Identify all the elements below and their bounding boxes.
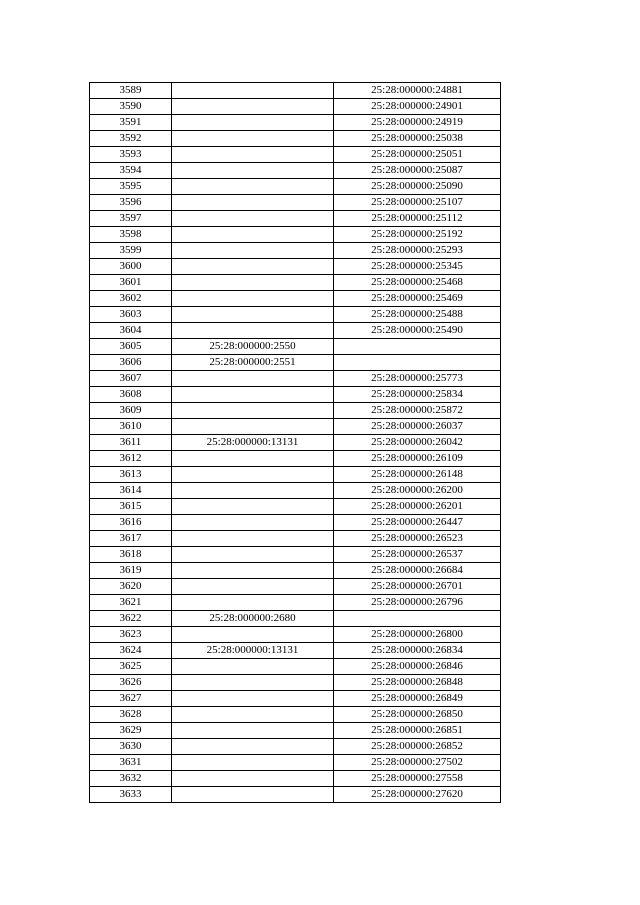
table-row <box>90 307 501 323</box>
table-row <box>90 243 501 259</box>
table-row <box>90 451 501 467</box>
table-row <box>90 83 501 99</box>
table-row <box>90 259 501 275</box>
row-number-cell: 3592 <box>90 131 172 147</box>
previous-number-cell <box>172 707 334 723</box>
table-row <box>90 643 501 659</box>
previous-number-cell <box>172 99 334 115</box>
row-number-cell: 3628 <box>90 707 172 723</box>
row-number-cell: 3600 <box>90 259 172 275</box>
cadastral-number-cell: 25:28:000000:25834 <box>334 387 501 403</box>
previous-number-cell <box>172 547 334 563</box>
cadastral-number-cell: 25:28:000000:24901 <box>334 99 501 115</box>
previous-number-cell <box>172 563 334 579</box>
row-number-cell: 3598 <box>90 227 172 243</box>
table-row <box>90 675 501 691</box>
row-number-cell: 3622 <box>90 611 172 627</box>
table-row <box>90 403 501 419</box>
row-number-cell: 3595 <box>90 179 172 195</box>
previous-number-cell <box>172 291 334 307</box>
table-row <box>90 547 501 563</box>
cadastral-number-cell: 25:28:000000:24919 <box>334 115 501 131</box>
previous-number-cell <box>172 227 334 243</box>
row-number-cell: 3609 <box>90 403 172 419</box>
table-row <box>90 627 501 643</box>
table-row <box>90 355 501 371</box>
previous-number-cell <box>172 787 334 803</box>
table-row <box>90 115 501 131</box>
cadastral-number-cell: 25:28:000000:26537 <box>334 547 501 563</box>
table-row <box>90 499 501 515</box>
table-body <box>90 83 501 803</box>
previous-number-cell: 25:28:000000:13131 <box>172 643 334 659</box>
previous-number-cell <box>172 499 334 515</box>
table-row <box>90 419 501 435</box>
previous-number-cell: 25:28:000000:2680 <box>172 611 334 627</box>
row-number-cell: 3604 <box>90 323 172 339</box>
previous-number-cell <box>172 179 334 195</box>
cadastral-number-cell: 25:28:000000:26201 <box>334 499 501 515</box>
cadastral-number-cell: 25:28:000000:26042 <box>334 435 501 451</box>
cadastral-number-cell: 25:28:000000:25293 <box>334 243 501 259</box>
row-number-cell: 3603 <box>90 307 172 323</box>
cadastral-number-cell: 25:28:000000:25345 <box>334 259 501 275</box>
cadastral-number-cell: 25:28:000000:26109 <box>334 451 501 467</box>
row-number-cell: 3607 <box>90 371 172 387</box>
table-row <box>90 211 501 227</box>
row-number-cell: 3621 <box>90 595 172 611</box>
previous-number-cell <box>172 723 334 739</box>
row-number-cell: 3626 <box>90 675 172 691</box>
row-number-cell: 3601 <box>90 275 172 291</box>
table-row <box>90 611 501 627</box>
previous-number-cell <box>172 579 334 595</box>
table-row <box>90 563 501 579</box>
previous-number-cell <box>172 211 334 227</box>
row-number-cell: 3611 <box>90 435 172 451</box>
row-number-cell: 3618 <box>90 547 172 563</box>
cadastral-number-cell <box>334 355 501 371</box>
row-number-cell: 3596 <box>90 195 172 211</box>
previous-number-cell <box>172 483 334 499</box>
cadastral-number-cell: 25:28:000000:25051 <box>334 147 501 163</box>
cadastral-number-cell: 25:28:000000:26796 <box>334 595 501 611</box>
row-number-cell: 3632 <box>90 771 172 787</box>
cadastral-number-cell: 25:28:000000:25038 <box>334 131 501 147</box>
table-row <box>90 739 501 755</box>
cadastral-number-cell: 25:28:000000:26850 <box>334 707 501 723</box>
cadastral-number-cell <box>334 611 501 627</box>
table-row <box>90 435 501 451</box>
cadastral-number-cell: 25:28:000000:26846 <box>334 659 501 675</box>
table-row <box>90 227 501 243</box>
row-number-cell: 3591 <box>90 115 172 131</box>
previous-number-cell <box>172 147 334 163</box>
table-row <box>90 467 501 483</box>
row-number-cell: 3605 <box>90 339 172 355</box>
row-number-cell: 3602 <box>90 291 172 307</box>
previous-number-cell <box>172 531 334 547</box>
previous-number-cell: 25:28:000000:13131 <box>172 435 334 451</box>
cadastral-number-cell: 25:28:000000:27558 <box>334 771 501 787</box>
table-row <box>90 723 501 739</box>
table-row <box>90 531 501 547</box>
previous-number-cell <box>172 691 334 707</box>
table-row <box>90 579 501 595</box>
previous-number-cell <box>172 323 334 339</box>
row-number-cell: 3594 <box>90 163 172 179</box>
previous-number-cell <box>172 675 334 691</box>
previous-number-cell <box>172 307 334 323</box>
cadastral-number-cell: 25:28:000000:26852 <box>334 739 501 755</box>
table-row <box>90 787 501 803</box>
row-number-cell: 3599 <box>90 243 172 259</box>
row-number-cell: 3623 <box>90 627 172 643</box>
previous-number-cell <box>172 163 334 179</box>
previous-number-cell <box>172 515 334 531</box>
previous-number-cell <box>172 243 334 259</box>
cadastral-number-cell: 25:28:000000:26849 <box>334 691 501 707</box>
previous-number-cell <box>172 659 334 675</box>
cadastral-number-cell: 25:28:000000:25468 <box>334 275 501 291</box>
row-number-cell: 3613 <box>90 467 172 483</box>
cadastral-number-cell: 25:28:000000:25490 <box>334 323 501 339</box>
table-row <box>90 707 501 723</box>
table-row <box>90 291 501 307</box>
previous-number-cell: 25:28:000000:2551 <box>172 355 334 371</box>
table-row <box>90 515 501 531</box>
previous-number-cell <box>172 595 334 611</box>
previous-number-cell <box>172 755 334 771</box>
row-number-cell: 3629 <box>90 723 172 739</box>
cadastral-number-cell: 25:28:000000:25112 <box>334 211 501 227</box>
cadastral-number-cell: 25:28:000000:25469 <box>334 291 501 307</box>
cadastral-number-cell: 25:28:000000:27502 <box>334 755 501 771</box>
row-number-cell: 3606 <box>90 355 172 371</box>
cadastral-number-cell: 25:28:000000:24881 <box>334 83 501 99</box>
cadastral-number-cell: 25:28:000000:25090 <box>334 179 501 195</box>
previous-number-cell <box>172 115 334 131</box>
previous-number-cell <box>172 371 334 387</box>
table-row <box>90 387 501 403</box>
row-number-cell: 3589 <box>90 83 172 99</box>
cadastral-number-cell: 25:28:000000:26834 <box>334 643 501 659</box>
previous-number-cell <box>172 419 334 435</box>
cadastral-number-cell: 25:28:000000:25107 <box>334 195 501 211</box>
row-number-cell: 3617 <box>90 531 172 547</box>
table-row <box>90 99 501 115</box>
row-number-cell: 3624 <box>90 643 172 659</box>
cadastral-number-cell: 25:28:000000:26800 <box>334 627 501 643</box>
table-row <box>90 179 501 195</box>
row-number-cell: 3625 <box>90 659 172 675</box>
row-number-cell: 3610 <box>90 419 172 435</box>
previous-number-cell <box>172 387 334 403</box>
previous-number-cell <box>172 259 334 275</box>
table-row <box>90 691 501 707</box>
previous-number-cell <box>172 771 334 787</box>
table-row <box>90 323 501 339</box>
table-row <box>90 195 501 211</box>
table-row <box>90 483 501 499</box>
row-number-cell: 3620 <box>90 579 172 595</box>
row-number-cell: 3597 <box>90 211 172 227</box>
table-row <box>90 339 501 355</box>
cadastral-number-cell <box>334 339 501 355</box>
table-row <box>90 147 501 163</box>
previous-number-cell <box>172 195 334 211</box>
previous-number-cell <box>172 627 334 643</box>
cadastral-number-cell: 25:28:000000:25872 <box>334 403 501 419</box>
cadastral-number-cell: 25:28:000000:26523 <box>334 531 501 547</box>
table-row <box>90 659 501 675</box>
row-number-cell: 3630 <box>90 739 172 755</box>
previous-number-cell <box>172 739 334 755</box>
table-row <box>90 755 501 771</box>
table-row <box>90 371 501 387</box>
cadastral-number-cell: 25:28:000000:26684 <box>334 563 501 579</box>
table-row <box>90 595 501 611</box>
previous-number-cell <box>172 451 334 467</box>
table-row <box>90 131 501 147</box>
row-number-cell: 3619 <box>90 563 172 579</box>
row-number-cell: 3631 <box>90 755 172 771</box>
row-number-cell: 3590 <box>90 99 172 115</box>
cadastral-number-cell: 25:28:000000:26148 <box>334 467 501 483</box>
previous-number-cell <box>172 131 334 147</box>
cadastral-number-cell: 25:28:000000:25087 <box>334 163 501 179</box>
cadastral-number-cell: 25:28:000000:26447 <box>334 515 501 531</box>
cadastral-number-cell: 25:28:000000:26701 <box>334 579 501 595</box>
cadastral-number-table <box>89 82 501 803</box>
cadastral-number-cell: 25:28:000000:26200 <box>334 483 501 499</box>
table-row <box>90 163 501 179</box>
cadastral-number-cell: 25:28:000000:26848 <box>334 675 501 691</box>
row-number-cell: 3615 <box>90 499 172 515</box>
cadastral-number-cell: 25:28:000000:26851 <box>334 723 501 739</box>
row-number-cell: 3593 <box>90 147 172 163</box>
table-row <box>90 771 501 787</box>
cadastral-number-cell: 25:28:000000:25192 <box>334 227 501 243</box>
row-number-cell: 3614 <box>90 483 172 499</box>
previous-number-cell: 25:28:000000:2550 <box>172 339 334 355</box>
row-number-cell: 3633 <box>90 787 172 803</box>
cadastral-number-cell: 25:28:000000:25488 <box>334 307 501 323</box>
row-number-cell: 3627 <box>90 691 172 707</box>
row-number-cell: 3612 <box>90 451 172 467</box>
previous-number-cell <box>172 467 334 483</box>
row-number-cell: 3608 <box>90 387 172 403</box>
previous-number-cell <box>172 275 334 291</box>
cadastral-number-cell: 25:28:000000:27620 <box>334 787 501 803</box>
cadastral-number-cell: 25:28:000000:25773 <box>334 371 501 387</box>
previous-number-cell <box>172 83 334 99</box>
row-number-cell: 3616 <box>90 515 172 531</box>
cadastral-number-cell: 25:28:000000:26037 <box>334 419 501 435</box>
table-row <box>90 275 501 291</box>
previous-number-cell <box>172 403 334 419</box>
